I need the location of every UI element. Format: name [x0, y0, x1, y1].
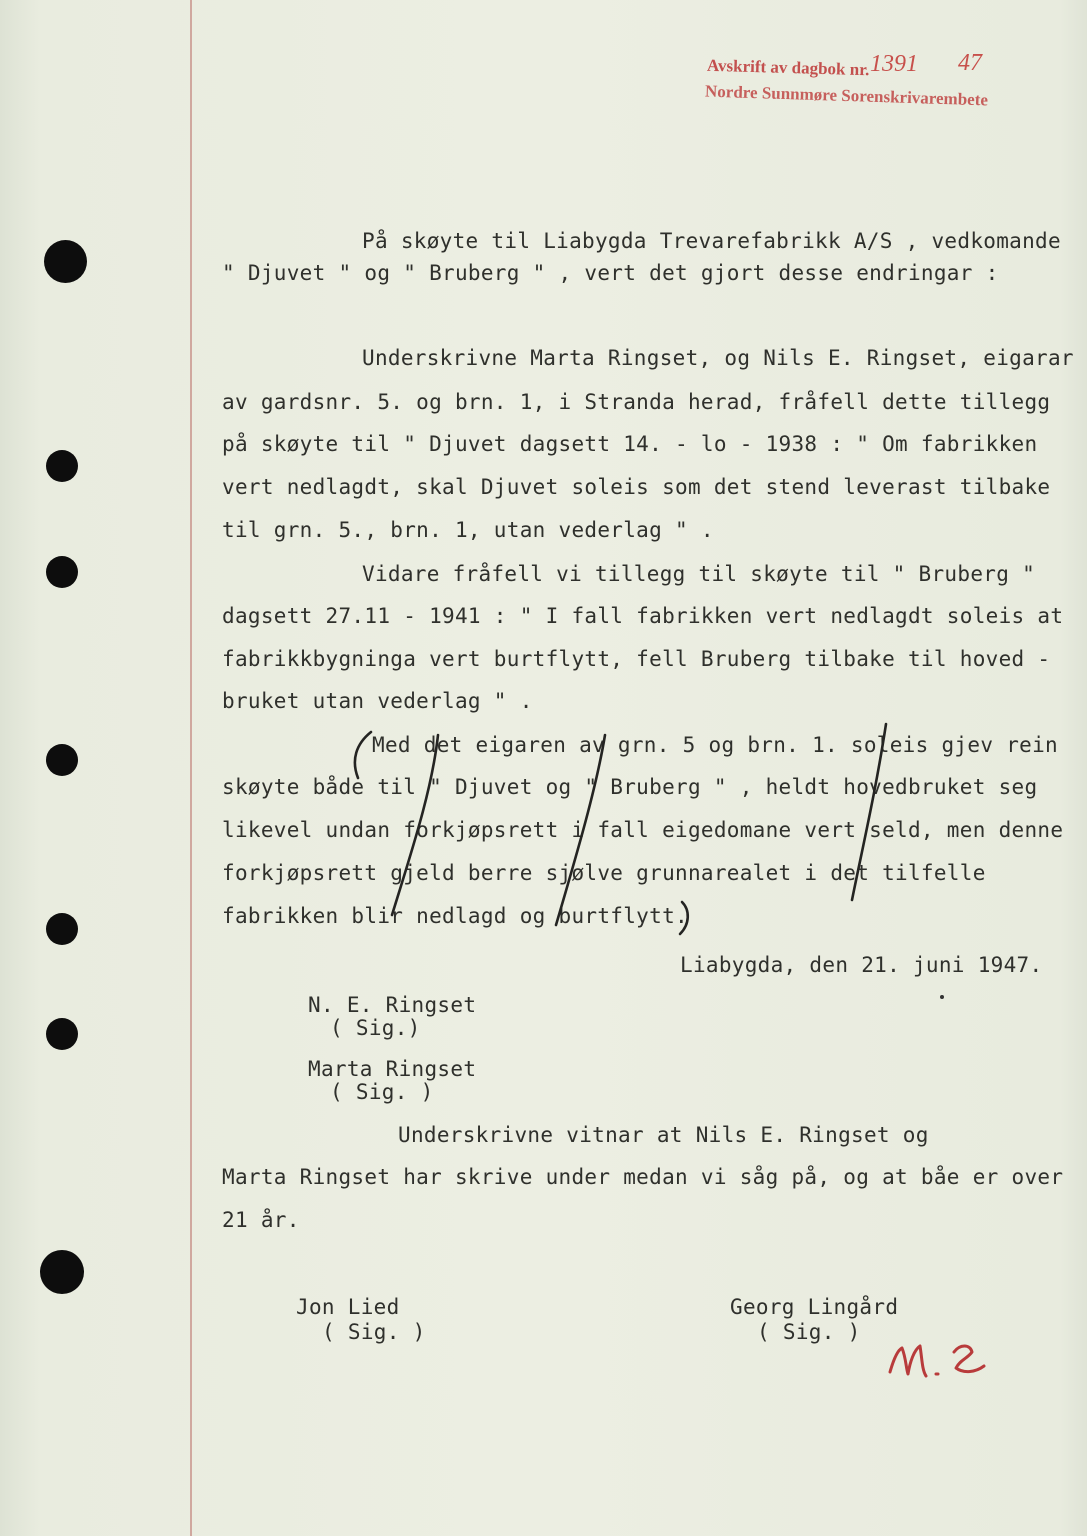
signatory-name: N. E. Ringset	[308, 993, 477, 1017]
witness-name: Georg Lingård	[730, 1295, 899, 1319]
text-line: Underskrivne Marta Ringset, og Nils E. Ringset, eigarar	[362, 346, 1074, 370]
registry-year: 47	[958, 50, 982, 76]
text-line: 21 år.	[222, 1208, 300, 1232]
ink-dot	[940, 995, 944, 999]
text-line: På skøyte til Liabygda Trevarefabrikk A/S , vedkomande	[362, 229, 1061, 253]
witness-sig: ( Sig. )	[757, 1320, 861, 1344]
registry-stamp-line1: Avskrift av dagbok nr.	[706, 55, 870, 80]
struck-text-line: fabrikken blir nedlagd og burtflytt.	[222, 904, 688, 928]
signatory-sig: ( Sig. )	[330, 1080, 434, 1104]
text-line: til grn. 5., brn. 1, utan vederlag " .	[222, 518, 714, 542]
signatory-sig: ( Sig.)	[330, 1016, 421, 1040]
struck-text-line: likevel undan forkjøpsrett i fall eigedomane vert seld, men denne	[222, 818, 1064, 842]
registry-stamp-line2: Nordre Sunnmøre Sorenskrivarembete	[704, 81, 989, 110]
text-line: fabrikkbygninga vert burtflytt, fell Bruberg tilbake til hoved -	[222, 647, 1051, 671]
struck-text-line: Med det eigaren av grn. 5 og brn. 1. soleis gjev rein	[372, 733, 1058, 757]
text-line: bruket utan vederlag " .	[222, 689, 533, 713]
text-line: " Djuvet " og " Bruberg " , vert det gjort desse endringar :	[222, 261, 999, 285]
struck-text-line: skøyte både til " Djuvet og " Bruberg " , heldt hovedbruket seg	[222, 775, 1038, 799]
signatory-name: Marta Ringset	[308, 1057, 477, 1081]
place-date: Liabygda, den 21. juni 1947.	[680, 953, 1043, 977]
text-line: vert nedlagdt, skal Djuvet soleis som det stend leverast tilbake	[222, 475, 1051, 499]
text-line: av gardsnr. 5. og brn. 1, i Stranda herad, fråfell dette tillegg	[222, 390, 1051, 414]
struck-text-line: forkjøpsrett gjeld berre sjølve grunnarealet i det tilfelle	[222, 861, 986, 885]
witness-name: Jon Lied	[296, 1295, 400, 1319]
registry-number: 1391	[870, 51, 918, 77]
text-line: Underskrivne vitnar at Nils E. Ringset og	[398, 1123, 929, 1147]
red-initials-mark	[884, 1328, 1014, 1388]
text-line: på skøyte til " Djuvet dagsett 14. - lo - 1938 : " Om fabrikken	[222, 432, 1038, 456]
witness-sig: ( Sig. )	[322, 1320, 426, 1344]
text-line: Vidare fråfell vi tillegg til skøyte til " Bruberg "	[362, 562, 1036, 586]
text-line: dagsett 27.11 - 1941 : " I fall fabrikken vert nedlagdt soleis at	[222, 604, 1064, 628]
text-line: Marta Ringset har skrive under medan vi såg på, og at båe er over	[222, 1165, 1064, 1189]
